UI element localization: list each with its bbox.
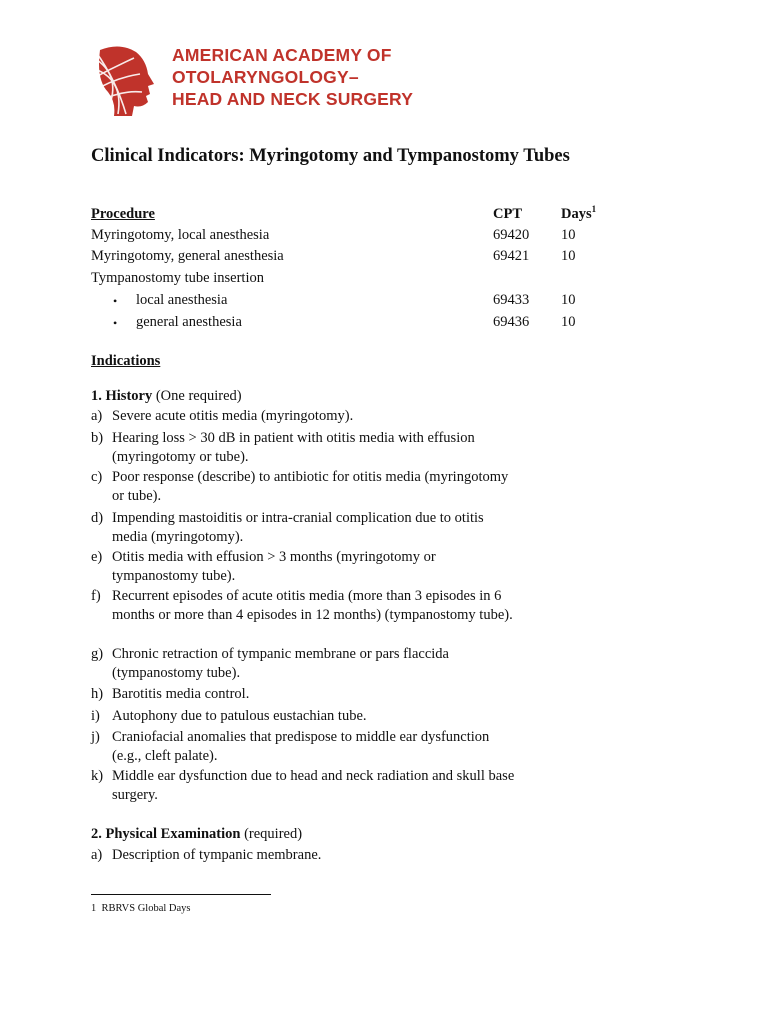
procedure-name: Myringotomy, local anesthesia [91, 227, 270, 243]
procedure-column-header: Procedure [91, 206, 155, 222]
bullet-icon: • [113, 294, 118, 308]
history-heading: 1. History (One required) [91, 388, 242, 404]
footnote-ref: 1 [591, 204, 597, 214]
org-name-line1: AMERICAN ACADEMY OF [172, 45, 392, 65]
procedure-cpt: 69433 [493, 292, 530, 308]
list-item: e) Otitis media with effusion > 3 months (myringotomy or tympanostomy tube). [91, 549, 436, 584]
list-item: g) Chronic retraction of tympanic membrane or pars flaccida (tympanostomy tube). [91, 646, 449, 681]
list-item: j) Craniofacial anomalies that predispose to middle ear dysfunction (e.g., cleft palate). [91, 729, 490, 764]
page-title: Clinical Indicators: Myringotomy and Tympanostomy Tubes [91, 146, 570, 166]
days-column-header: Days$^1$ [561, 204, 597, 222]
indications-heading: Indications [91, 353, 161, 369]
procedure-days: 10 [561, 248, 576, 264]
physical-exam-heading: 2. Physical Examination (required) [91, 826, 303, 842]
procedure-days: 10 [561, 314, 576, 330]
list-item: b) Hearing loss > 30 dB in patient with otitis media with effusion (myringotomy or tube). [91, 430, 475, 465]
list-item: c) Poor response (describe) to antibiotic for otitis media (myringotomy or tube). [91, 469, 509, 504]
list-item: i) Autophony due to patulous eustachian tube. [91, 708, 367, 724]
list-item: a) Severe acute otitis media (myringotomy). [91, 408, 354, 424]
procedure-name: general anesthesia [136, 314, 242, 330]
procedure-name: local anesthesia [136, 292, 228, 308]
footnote: 1 RBRVS Global Days [91, 903, 191, 914]
list-item: k) Middle ear dysfunction due to head and neck radiation and skull base surgery. [91, 768, 515, 803]
list-item: f) Recurrent episodes of acute otitis media (more than 3 episodes in 6 months or more than 4 episodes in 12 months) (tympanostomy tube). [91, 588, 513, 623]
procedure-name: Myringotomy, general anesthesia [91, 248, 284, 264]
footnote-divider [91, 894, 271, 895]
org-name-line3: HEAD AND NECK SURGERY [172, 89, 414, 109]
cpt-column-header: CPT [493, 206, 522, 222]
list-item: h) Barotitis media control. [91, 686, 250, 702]
procedure-cpt: 69421 [493, 248, 530, 264]
procedure-cpt: 69420 [493, 227, 530, 243]
org-name-line2: OTOLARYNGOLOGY– [172, 67, 359, 87]
procedure-cpt: 69436 [493, 314, 530, 330]
bullet-icon: • [113, 316, 118, 330]
list-item: d) Impending mastoiditis or intra-cranial complication due to otitis media (myringotomy). [91, 510, 484, 545]
procedure-days: 10 [561, 292, 576, 308]
list-item: a) Description of tympanic membrane. [91, 847, 322, 863]
procedure-name: Tympanostomy tube insertion [91, 270, 264, 286]
head-profile-logo-icon [90, 44, 162, 118]
procedure-days: 10 [561, 227, 576, 243]
